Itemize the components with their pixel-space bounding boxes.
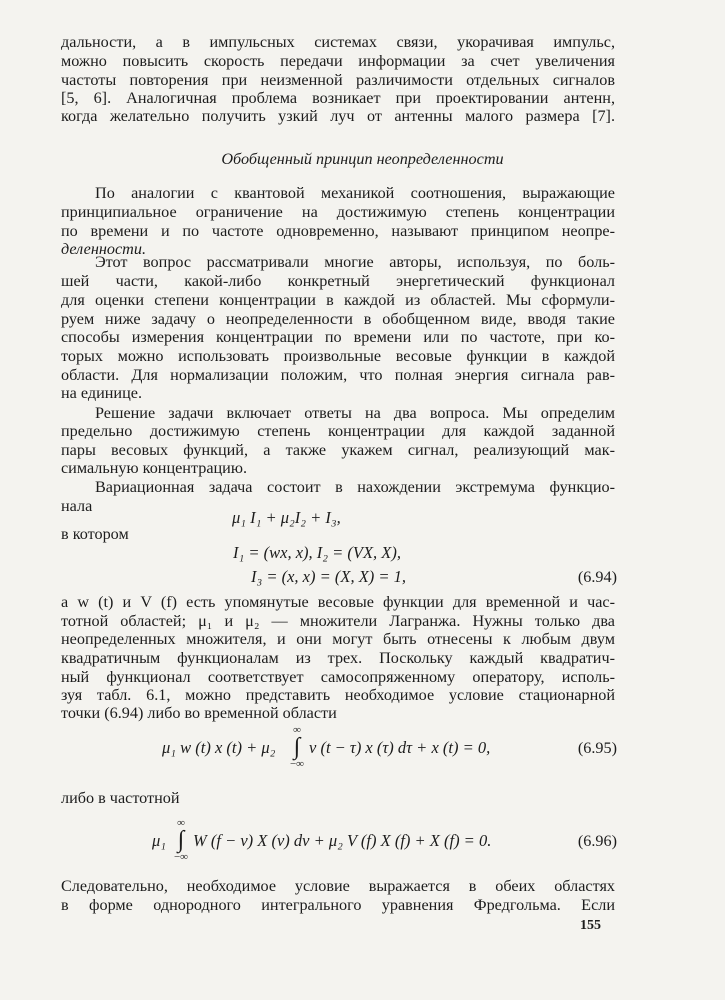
integral-sign (172, 817, 190, 863)
int-lower-limit: −∞ (173, 851, 189, 863)
text-line: [5, 6]. Аналогичная проблема возникает при проектировании антенн, (61, 89, 615, 107)
text-line: на единице. (61, 384, 142, 402)
text-line: неопределенных множителя, и они могут быть отнесены к любым двум (61, 630, 615, 648)
text-line: руем ниже задачу о неопределенности в обобщенном виде, вводя такие (61, 310, 615, 328)
eq696-right: W (f − ν) X (ν) dν + μ₂ V (f) X (f) + X (f) = 0. (193, 831, 492, 850)
int-upper-limit: ∞ (293, 724, 301, 736)
formula-functional: μ₁ I₁ + μ₂I₂ + I₃, (232, 508, 341, 527)
text-line: квадратичным функционалам из трех. Поскольку каждый квадратич- (61, 649, 615, 667)
equation-number: (6.94) (577, 568, 617, 586)
text-line: нала (61, 497, 93, 515)
text-line: симальную концентрацию. (61, 459, 247, 477)
text-line: Этот вопрос рассматривали многие авторы, используя, по боль- (95, 253, 615, 271)
text-line: по времени и по частоте одновременно, называют принципом неопре- (61, 222, 615, 240)
label-or-freq: либо в частотной (61, 789, 180, 807)
text-line: предельно достижимую степень концентрации для каждой заданной (61, 422, 615, 440)
text-line: Вариационная задача состоит в нахождении экстремума функцио- (95, 478, 615, 496)
page-number: 155 (580, 918, 601, 933)
text-line: можно повысить скорость передачи информации за счет увеличения (61, 52, 615, 70)
text-line: торых можно использовать произвольные весовые функции в каждой (61, 347, 615, 365)
eq695-right: v (t − τ) x (τ) dτ + x (t) = 0, (309, 738, 491, 757)
text-line: для оценки степени концентрации в каждой из областей. Мы сформули- (61, 291, 615, 309)
equation-number: (6.95) (577, 739, 617, 757)
text-line: когда желательно получить узкий луч от антенны малого размера [7]. (61, 107, 615, 125)
text-line: тотной областей; μ₁ и μ₂ — множители Лагранжа. Нужны только два (61, 612, 615, 630)
text-line: Решение задачи включает ответы на два вопроса. Мы определим (95, 404, 615, 422)
eq695-left: μ₁ w (t) x (t) + μ₂ (162, 738, 276, 757)
integral-symbol: ∫ (293, 734, 301, 760)
text-line: шей части, какой-либо конкретный энергетический функционал (61, 272, 615, 290)
text-line: в форме однородного интегрального уравнения Фредгольма. Если (61, 896, 615, 914)
int-upper-limit: ∞ (177, 817, 185, 829)
text-line: По аналогии с квантовой механикой соотношения, выражающие (95, 184, 615, 202)
text-line: Следовательно, необходимое условие выражается в обеих областях (61, 877, 615, 895)
text-line: частоты повторения при неизменной различимости отдельных сигналов (61, 71, 615, 89)
text-line: способы измерения концентрации по времени или по частоте, при ко- (61, 328, 615, 346)
text-line: зуя табл. 6.1, можно представить необходимое условие стационарной (61, 686, 615, 704)
formula-i1-i2: I₁ = (wx, x), I₂ = (VX, X), (233, 543, 401, 562)
label-in-which: в котором (61, 525, 129, 543)
text-line: точки (6.94) либо во временной области (61, 704, 337, 722)
text-line: принципиальное ограничение на достижимую степень концентрации (61, 203, 615, 221)
formula-i3: I₃ = (x, x) = (X, X) = 1, (251, 567, 407, 586)
eq696-left: μ₁ (152, 831, 167, 850)
section-heading: Обобщенный принцип неопределенности (221, 150, 504, 168)
text-line: пары весовых функций, а также укажем сигнал, реализующий мак- (61, 441, 615, 459)
text-line: а w (t) и V (f) есть упомянутые весовые функции для временной и час- (61, 593, 615, 611)
int-lower-limit: −∞ (289, 758, 305, 770)
text-line: области. Для нормализации положим, что полная энергия сигнала рав- (61, 366, 615, 384)
text-line: деленности. (61, 240, 146, 258)
integral-symbol: ∫ (177, 827, 185, 853)
equation-number: (6.96) (577, 832, 617, 850)
text-line: дальности, а в импульсных системах связи, укорачивая импульс, (61, 33, 615, 51)
text-line: ный функционал соответствует самосопряженному оператору, исполь- (61, 668, 615, 686)
integral-sign (288, 724, 306, 770)
